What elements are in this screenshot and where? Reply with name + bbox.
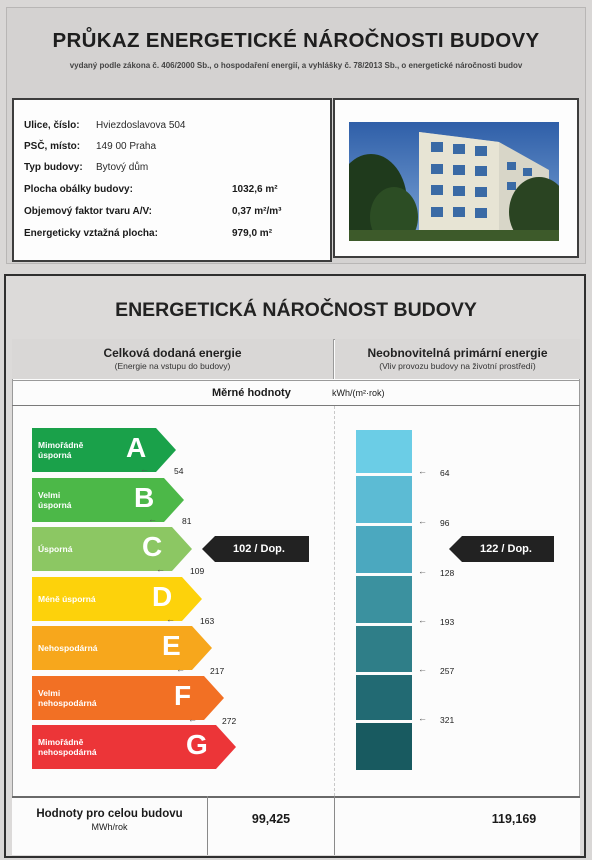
threshold-arrow: ←	[418, 566, 427, 576]
summary-divider	[334, 796, 335, 855]
energy-class-label	[38, 688, 97, 708]
type-label: Typ budovy:	[24, 162, 83, 173]
threshold-value: 96	[440, 518, 450, 528]
threshold-value: 163	[200, 616, 215, 626]
delivered-energy-title: Celková dodaná energie	[103, 346, 242, 360]
primary-energy-marker: 122 / Dop.	[462, 536, 554, 562]
primary-energy-segment	[356, 476, 412, 523]
energy-class-label-line: Velmi	[38, 490, 61, 500]
primary-energy-title: Neobnovitelná primární energie	[367, 346, 548, 360]
document-subtitle: vydaný podle zákona č. 406/2000 Sb., o hospodaření energií, a vyhlášky č. 78/2013 Sb., o energetické náročnosti budov	[69, 61, 523, 70]
energy-class-label-line: nehospodárná	[38, 747, 97, 757]
energy-class-b	[32, 478, 184, 522]
threshold-arrow: ←	[166, 614, 175, 624]
shape-factor-label: Objemový faktor tvaru A/V:	[24, 206, 152, 217]
threshold-arrow: ←	[140, 464, 149, 474]
threshold-value: 217	[210, 666, 225, 676]
threshold-value: 81	[182, 516, 192, 526]
energy-class-letter: D	[152, 581, 173, 612]
energy-class-label	[38, 643, 98, 653]
envelope-value: 1032,6 m²	[232, 184, 278, 195]
threshold-arrow: ←	[418, 713, 427, 723]
energy-class-label-line: Nehospodárná	[38, 643, 98, 653]
threshold-arrow: ←	[418, 516, 427, 526]
energy-class-label-line: Mimořádně	[38, 737, 84, 747]
street-label: Ulice, číslo:	[24, 120, 80, 131]
energy-class-d	[32, 577, 202, 621]
rating-title: ENERGETICKÁ NÁROČNOST BUDOVY	[115, 299, 477, 321]
threshold-arrow: ←	[418, 466, 427, 476]
energy-class-letter: F	[174, 680, 192, 711]
primary-energy-segment	[356, 430, 412, 473]
primary-energy-segment	[356, 626, 412, 672]
column-divider	[334, 406, 335, 796]
threshold-arrow: ←	[156, 564, 165, 574]
energy-class-letter: B	[134, 482, 155, 513]
primary-energy-subtitle: (Vliv provozu budovy na životní prostředí)	[379, 361, 536, 371]
reference-area-value: 979,0 m²	[232, 228, 273, 239]
summary-primary-energy: 119,169	[491, 812, 537, 826]
primary-energy-segment	[356, 723, 412, 770]
threshold-arrow: ←	[148, 514, 157, 524]
summary-label: Hodnoty pro celou budovu	[36, 808, 183, 820]
marker-pointer	[202, 536, 215, 562]
threshold-value: 257	[440, 666, 455, 676]
threshold-value: 128	[440, 568, 455, 578]
summary-unit: MWh/rok	[91, 822, 128, 832]
document-title: PRŮKAZ ENERGETICKÉ NÁROČNOSTI BUDOVY	[52, 29, 540, 52]
threshold-value: 272	[222, 716, 237, 726]
energy-class-label	[38, 737, 97, 757]
energy-class-label-line: úsporná	[38, 450, 72, 460]
units-value: kWh/(m²·rok)	[332, 388, 385, 398]
building-photo	[349, 122, 559, 241]
primary-energy-segment	[356, 675, 412, 720]
threshold-value: 64	[440, 468, 450, 478]
threshold-value: 109	[190, 566, 205, 576]
zip-label: PSČ, místo:	[24, 141, 81, 152]
energy-class-label	[38, 490, 72, 510]
energy-class-e	[32, 626, 212, 670]
energy-class-label-line: Méně úsporná	[38, 594, 96, 604]
delivered-energy-header	[12, 339, 334, 379]
energy-class-label-line: úsporná	[38, 500, 72, 510]
threshold-arrow: ←	[418, 664, 427, 674]
units-row	[12, 380, 580, 406]
reference-area-label: Energeticky vztažná plocha:	[24, 228, 158, 239]
marker-pointer	[449, 536, 462, 562]
energy-class-label-line: nehospodárná	[38, 698, 97, 708]
street-value: Hviezdoslavova 504	[96, 120, 186, 131]
energy-class-label	[38, 594, 96, 604]
energy-class-letter: E	[162, 630, 181, 661]
energy-class-label-line: Úsporná	[38, 544, 73, 554]
energy-class-label-line: Velmi	[38, 688, 61, 698]
delivered-energy-marker: 102 / Dop.	[215, 536, 309, 562]
primary-energy-segment	[356, 526, 412, 573]
type-value: Bytový dům	[96, 162, 149, 173]
primary-energy-header	[335, 339, 580, 379]
delivered-energy-subtitle: (Energie na vstupu do budovy)	[114, 361, 231, 371]
energy-class-letter: G	[186, 729, 208, 760]
threshold-value: 321	[440, 715, 455, 725]
primary-energy-segment	[356, 576, 412, 623]
shape-factor-value: 0,37 m²/m³	[232, 206, 282, 217]
zip-value: 149 00 Praha	[96, 141, 157, 152]
building-photo-frame	[333, 98, 579, 258]
energy-class-label	[38, 544, 72, 554]
energy-class-label	[38, 440, 83, 460]
threshold-arrow: ←	[188, 714, 197, 724]
threshold-arrow: ←	[418, 615, 427, 625]
energy-class-letter: C	[142, 531, 163, 562]
energy-class-g	[32, 725, 236, 769]
energy-class-label-line: Mimořádně	[38, 440, 84, 450]
specific-values-label: Měrné hodnoty	[212, 387, 291, 399]
energy-class-letter: A	[126, 432, 147, 463]
energy-class-a	[32, 428, 176, 472]
building-info-box	[12, 98, 332, 262]
threshold-value: 54	[174, 466, 184, 476]
energy-class-c	[32, 527, 192, 571]
envelope-label: Plocha obálky budovy:	[24, 184, 133, 195]
summary-delivered-energy: 99,425	[251, 812, 291, 826]
threshold-arrow: ←	[176, 664, 185, 674]
threshold-value: 193	[440, 617, 455, 627]
